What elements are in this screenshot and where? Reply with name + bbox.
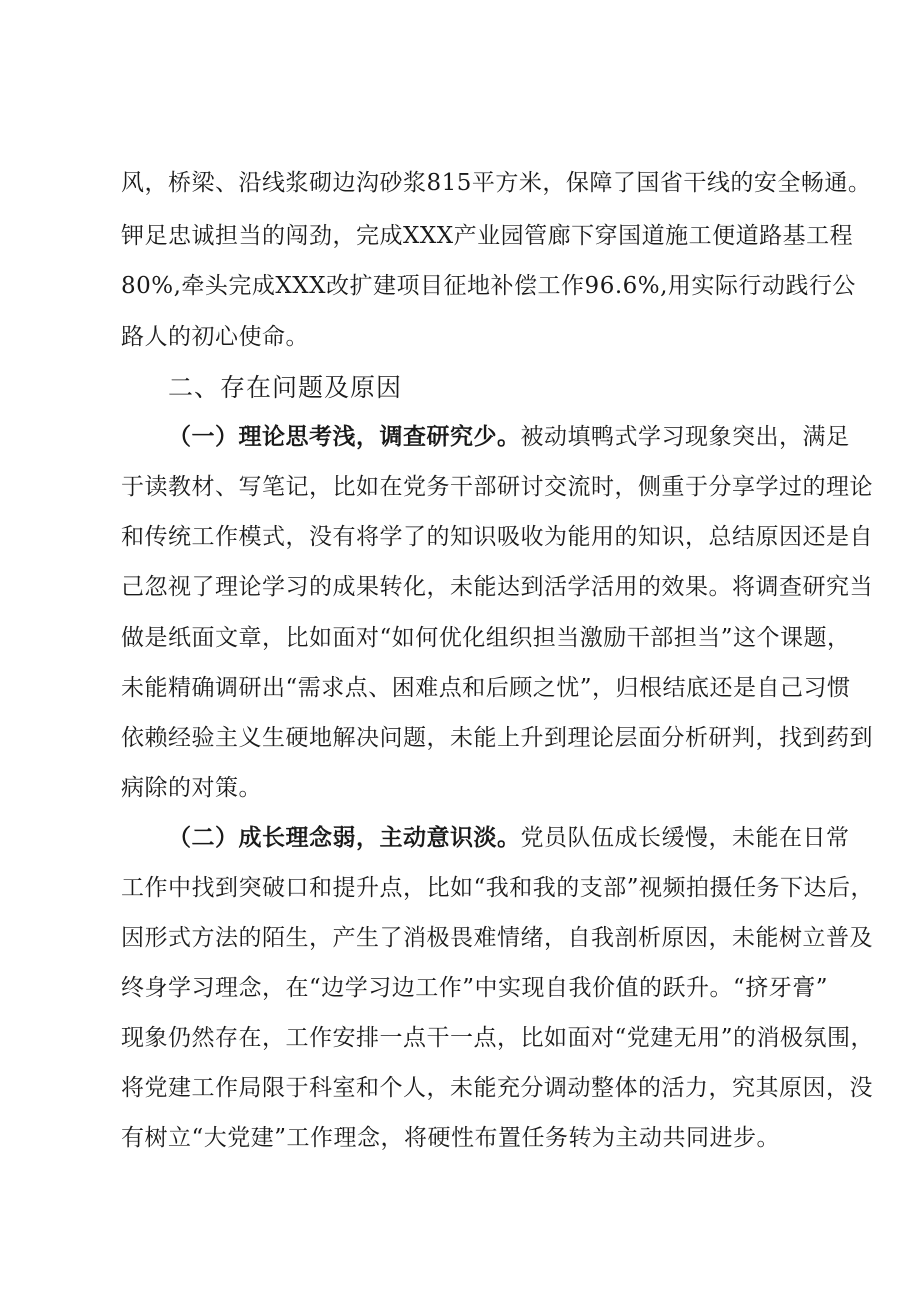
paragraph-1-line-2: 钾足忠诚担当的闯劲，完成XXX产业园管廊下穿国道施工便道路基工程 [121,223,854,249]
paragraph-1-line-4: 路人的初心使命。 [121,324,309,350]
issue-1-lead: （一）理论思考浅，调查研究少。 [168,423,521,450]
issue-2-line-7: 有树立“大党建”工作理念，将硬性布置任务转为主动共同进步。 [121,1125,781,1151]
issue-1-line-6: 未能精确调研出“需求点、困难点和后顾之忧”，归根结底还是自己习惯 [121,675,851,701]
issue-1-line-8: 病除的对策。 [121,775,262,801]
issue-2-line-6: 将党建工作局限于科室和个人，未能充分调动整体的活力，究其原因，没 [121,1075,873,1101]
issue-1-line-5: 做是纸面文章，比如面对“如何优化组织担当激励干部担当”这个课题， [121,625,851,651]
issue-1-line-2: 于读教材、写笔记，比如在党务干部研讨交流时，侧重于分享学过的理论 [121,474,873,500]
issue-1-line-7: 依赖经验主义生硬地解决问题，未能上升到理论层面分析研判，找到药到 [121,725,873,751]
issue-2-lead: （二）成长理念弱，主动意识淡。 [168,824,521,851]
issue-2-line-5: 现象仍然存在，工作安排一点干一点，比如面对“党建无用”的消极氛围， [121,1025,875,1051]
issue-1-line-1 [168,422,850,452]
paragraph-1-line-3: 80%,牵头完成XXX改扩建项目征地补偿工作96.6%,用实际行动践行公 [121,273,856,299]
paragraph-1-line-1: 风，桥梁、沿线浆砌边沟砂浆815平方米，保障了国省干线的安全畅通。 [121,170,872,196]
issue-2-line-1 [168,823,850,853]
issue-2-line-2: 工作中找到突破口和提升点，比如“我和我的支部”视频拍摄任务下达后， [121,875,875,901]
issue-1-line-4: 己忽视了理论学习的成果转化，未能达到活学活用的效果。将调查研究当 [121,574,873,600]
section-heading: 二、存在问题及原因 [168,373,403,402]
issue-1-line-3: 和传统工作模式，没有将学了的知识吸收为能用的知识，总结原因还是自 [121,524,873,550]
issue-2-line-4: 终身学习理念，在“边学习边工作”中实现自我价值的跃升。“挤牙膏” [121,975,829,1001]
issue-1-first-line-rest: 被动填鸭式学习现象突出，满足 [520,424,850,450]
issue-2-line-3: 因形式方法的陌生，产生了消极畏难情绪，自我剖析原因，未能树立普及 [121,925,873,951]
issue-2-first-line-rest: 党员队伍成长缓慢，未能在日常 [520,825,850,851]
